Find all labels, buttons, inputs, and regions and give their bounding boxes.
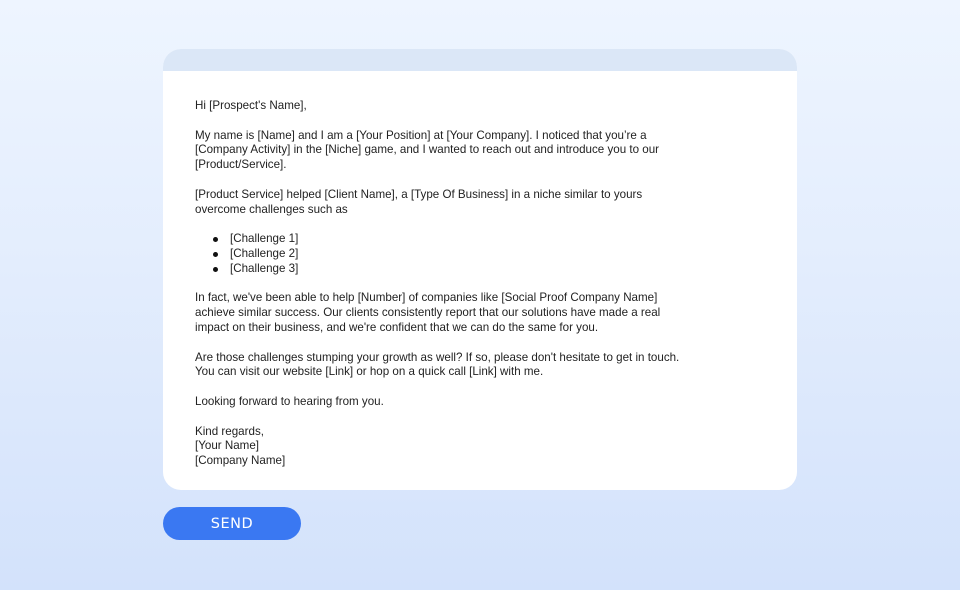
email-cta-line: You can visit our website [Link] or hop on a quick call [Link] with me. <box>195 365 544 379</box>
send-button[interactable]: SEND <box>163 507 301 540</box>
email-card <box>163 49 797 490</box>
email-intro-paragraph <box>195 129 765 173</box>
challenges-list <box>195 232 765 276</box>
email-social-proof-line: achieve similar success. Our clients consistently report that our solutions have made a real <box>195 306 661 320</box>
email-case-study-paragraph <box>195 188 765 218</box>
email-signoff-line: [Your Name] <box>195 439 260 453</box>
email-intro-line: [Company Activity] in the [Niche] game, and I wanted to reach out and introduce you to our <box>195 143 660 157</box>
email-intro-line: My name is [Name] and I am a [Your Position] at [Your Company]. I noticed that you’re a <box>195 128 647 142</box>
email-cta-paragraph <box>195 351 765 381</box>
email-signoff <box>195 425 765 469</box>
email-signoff-line: Kind regards, <box>195 424 264 438</box>
email-case-study-line: [Product Service] helped [Client Name], a [Type Of Business] in a niche similar to yours <box>195 187 643 201</box>
email-card-header <box>163 49 797 71</box>
email-case-study-line: overcome challenges such as <box>195 202 348 216</box>
email-social-proof-line: In fact, we've been able to help [Number] of companies like [Social Proof Company Name] <box>195 291 658 305</box>
email-signoff-line: [Company Name] <box>195 454 286 468</box>
email-social-proof-paragraph <box>195 291 765 335</box>
email-greeting: Hi [Prospect's Name], <box>195 99 307 112</box>
challenge-item: [Challenge 2] <box>230 247 765 262</box>
email-intro-line: [Product/Service]. <box>195 158 287 172</box>
challenge-item: [Challenge 1] <box>230 232 765 247</box>
email-body[interactable] <box>163 71 797 469</box>
challenge-item: [Challenge 3] <box>230 262 765 277</box>
email-cta-line: Are those challenges stumping your growth as well? If so, please don't hesitate to get in touch. <box>195 350 680 364</box>
email-social-proof-line: impact on their business, and we're confident that we can do the same for you. <box>195 320 599 334</box>
email-closing: Looking forward to hearing from you. <box>195 394 384 408</box>
